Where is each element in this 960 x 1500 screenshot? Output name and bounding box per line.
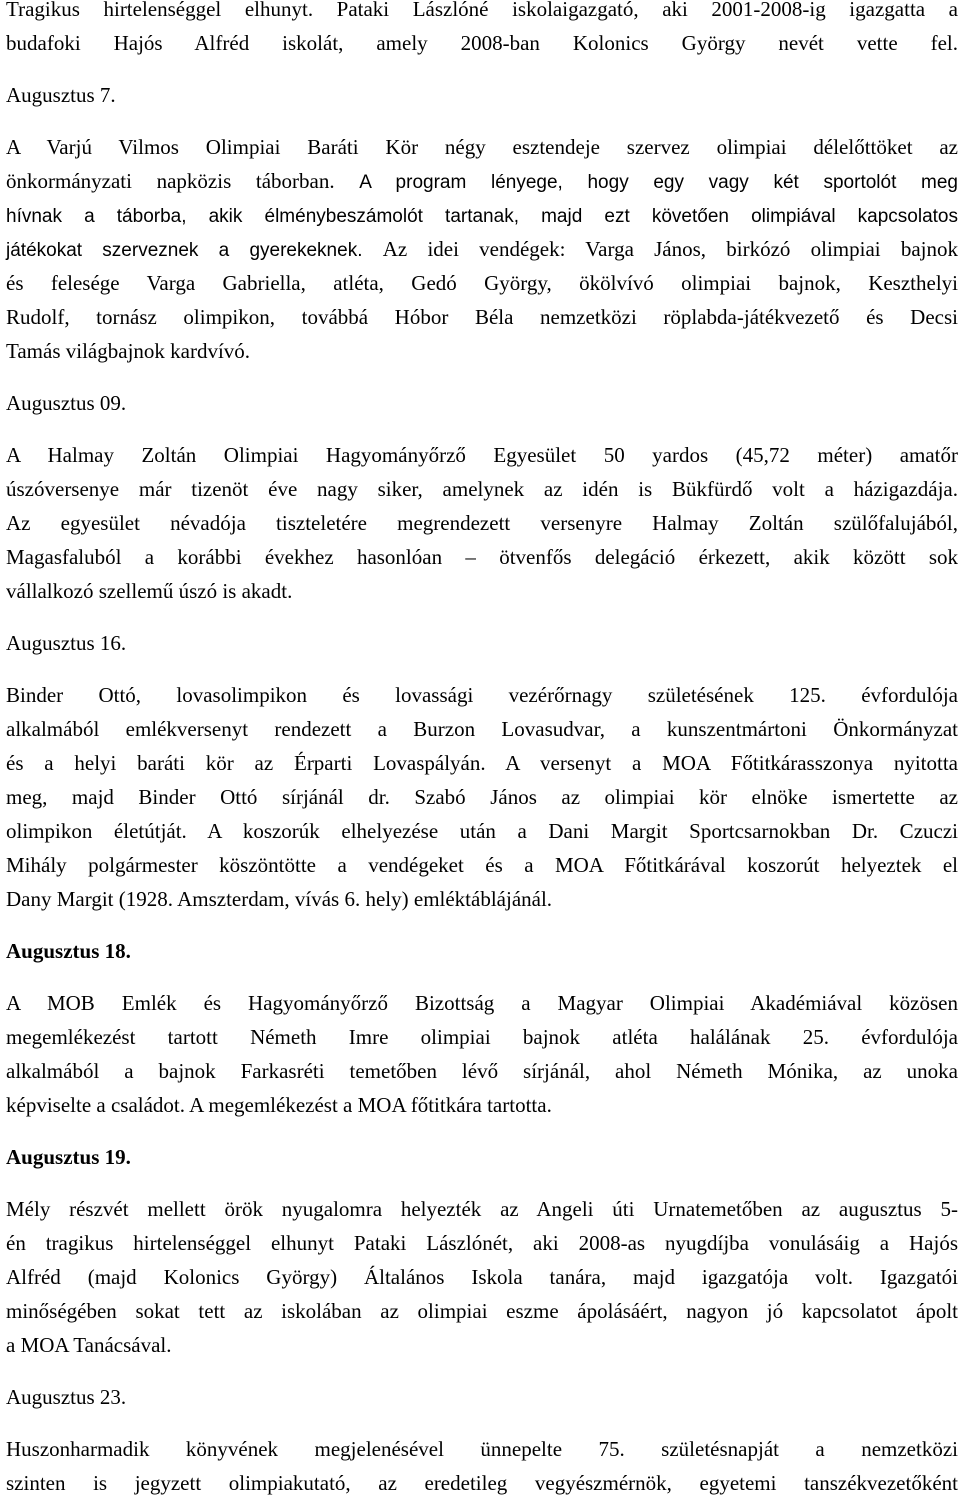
date-heading-aug-09: Augusztus 09. — [6, 391, 127, 415]
text-run: Huszonharmadik könyvének megjelenésével ünnepelte 75. születésnapját a nemzetközi — [6, 1437, 958, 1461]
text-run: szinten is jegyzett olimpiakutató, az eredetileg vegyészmérnök, egyetemi tanszékvezetőként — [6, 1471, 958, 1495]
text-run: Alfréd (majd Kolonics György) Általános Iskola tanára, majd igazgatója volt. Igazgatói — [6, 1265, 958, 1289]
text-line — [6, 1226, 958, 1260]
text-line — [6, 232, 958, 266]
text-run: A Halmay Zoltán Olimpiai Hagyományőrző Egyesület 50 yardos (45,72 méter) amatőr — [6, 443, 958, 467]
text-run: megemlékezést tartott Németh Imre olimpiai bajnok atléta halálának 25. évfordulója — [6, 1025, 958, 1049]
text-run: A MOB Emlék és Hagyományőrző Bizottság a Magyar Olimpiai Akadémiával közösen — [6, 991, 958, 1015]
spacer — [6, 916, 958, 934]
spacer — [6, 660, 958, 678]
text-run: a MOA Tanácsával. — [6, 1333, 172, 1357]
text-line — [6, 334, 958, 368]
text-line — [6, 506, 958, 540]
text-run: vállalkozó szellemű úszó is akadt. — [6, 579, 293, 603]
text-line — [6, 1054, 958, 1088]
paragraph-aug-09 — [6, 438, 958, 608]
text-line — [6, 712, 958, 746]
text-run: Mély részvét mellett örök nyugalomra helyezték az Angeli úti Urnatemetőben az augusztus 5- — [6, 1197, 958, 1221]
text-line — [6, 472, 958, 506]
text-run: Tamás világbajnok kardvívó. — [6, 339, 251, 363]
spacer — [6, 1362, 958, 1380]
text-run: Az idei vendégek: Varga János, birkózó olimpiai bajnok — [382, 237, 958, 261]
paragraph-aug-16 — [6, 678, 958, 916]
paragraph-intro — [6, 0, 958, 60]
text-run: képviselte a családot. A megemlékezést a MOA főtitkára tartotta. — [6, 1093, 552, 1117]
text-run: A Varjú Vilmos Olimpiai Baráti Kör négy esztendeje szervez olimpiai délelőttöket az — [6, 135, 958, 159]
date-heading-aug-16: Augusztus 16. — [6, 631, 127, 655]
paragraph-aug-7 — [6, 130, 958, 368]
spacer — [6, 60, 958, 78]
text-run: Binder Ottó, lovasolimpikon és lovassági vezérőrnagy születésének 125. évfordulója — [6, 683, 958, 707]
paragraph-aug-23 — [6, 1432, 958, 1500]
text-line — [6, 0, 958, 26]
text-run: Magasfaluból a korábbi évekhez hasonlóan – ötvenfős delegáció érkezett, akik között sok — [6, 545, 958, 569]
date-heading-aug-19: Augusztus 19. — [6, 1145, 131, 1169]
text-run: Dany Margit (1928. Amszterdam, vívás 6. hely) emléktáblájánál. — [6, 887, 553, 911]
text-line — [6, 1328, 958, 1362]
text-line — [6, 746, 958, 780]
text-line — [6, 814, 958, 848]
text-run: meg, majd Binder Ottó sírjánál dr. Szabó János az olimpiai kör elnöke ismertette az — [6, 785, 958, 809]
date-heading-aug-7: Augusztus 7. — [6, 83, 116, 107]
text-line — [6, 678, 958, 712]
text-line — [6, 1260, 958, 1294]
text-line — [6, 164, 958, 198]
text-run: alkalmából emlékversenyt rendezett a Burzon Lovasudvar, a kunszentmártoni Önkormányzat — [6, 717, 958, 741]
text-line — [6, 540, 958, 574]
text-run: játékokat szerveznek a gyerekeknek. — [6, 240, 383, 261]
text-run: olimpikon életútját. A koszorúk elhelyezése után a Dani Margit Sportcsarnokban Dr. Czuczi — [6, 819, 958, 843]
text-run: Mihály polgármester köszöntötte a vendégeket és a MOA Főtitkárával koszorút helyeztek el — [6, 853, 958, 877]
text-run: és felesége Varga Gabriella, atléta, Gedó György, ökölvívó olimpiai bajnok, Keszthelyi — [6, 271, 958, 295]
text-line — [6, 882, 958, 916]
text-run: alkalmából a bajnok Farkasréti temetőben lévő sírjánál, ahol Németh Mónika, az unoka — [6, 1059, 958, 1083]
spacer — [6, 1414, 958, 1432]
document-page — [6, 0, 958, 1500]
text-line — [6, 1466, 958, 1500]
text-run: A program lényege, hogy egy vagy két sportolót meg — [359, 172, 959, 193]
text-line — [6, 198, 958, 232]
text-line — [6, 438, 958, 472]
text-line — [6, 130, 958, 164]
paragraph-aug-19 — [6, 1192, 958, 1362]
text-run: Rudolf, tornász olimpikon, továbbá Hóbor Béla nemzetközi röplabda-játékvezető és Decsi — [6, 305, 958, 329]
text-line — [6, 1432, 958, 1466]
date-heading-aug-18: Augusztus 18. — [6, 939, 131, 963]
text-line — [6, 1192, 958, 1226]
text-run: én tragikus hirtelenséggel elhunyt Pataki Lászlónét, aki 2008-as nyugdíjba vonulásáig a Hajós — [6, 1231, 958, 1255]
text-run: Az egyesület névadója tiszteletére megrendezett versenyre Halmay Zoltán szülőfalujából, — [6, 511, 958, 535]
text-line — [6, 780, 958, 814]
text-run: hívnak a táborba, akik élménybeszámolót tartanak, majd ezt követően olimpiával kapcsolatos — [6, 206, 958, 227]
text-line — [6, 300, 958, 334]
spacer — [6, 420, 958, 438]
text-line — [6, 1020, 958, 1054]
spacer — [6, 608, 958, 626]
text-line — [6, 1088, 958, 1122]
text-line — [6, 1294, 958, 1328]
spacer — [6, 1122, 958, 1140]
text-line — [6, 848, 958, 882]
spacer — [6, 1174, 958, 1192]
text-line — [6, 574, 958, 608]
text-run: minőségében sokat tett az iskolában az olimpiai eszme ápolásáért, nagyon jó kapcsolatot ápolt — [6, 1299, 958, 1323]
text-run: úszóversenye már tizenöt éve nagy siker, amelynek az idén is Bükfürdő volt a házigazdája. — [6, 477, 958, 501]
text-line — [6, 266, 958, 300]
spacer — [6, 968, 958, 986]
text-run: budafoki Hajós Alfréd iskolát, amely 2008-ban Kolonics György nevét vette fel. — [6, 31, 958, 55]
spacer — [6, 112, 958, 130]
text-line — [6, 986, 958, 1020]
text-run: Tragikus hirtelenséggel elhunyt. Pataki Lászlóné iskolaigazgató, aki 2001-2008-ig igazgatta a — [6, 0, 958, 21]
text-run: önkormányzati napközis táborban. — [6, 169, 360, 193]
paragraph-aug-18 — [6, 986, 958, 1122]
text-run: és a helyi baráti kör az Érparti Lovaspályán. A versenyt a MOA Főtitkárasszonya nyitotta — [6, 751, 958, 775]
text-line — [6, 26, 958, 60]
date-heading-aug-23: Augusztus 23. — [6, 1385, 127, 1409]
spacer — [6, 368, 958, 386]
